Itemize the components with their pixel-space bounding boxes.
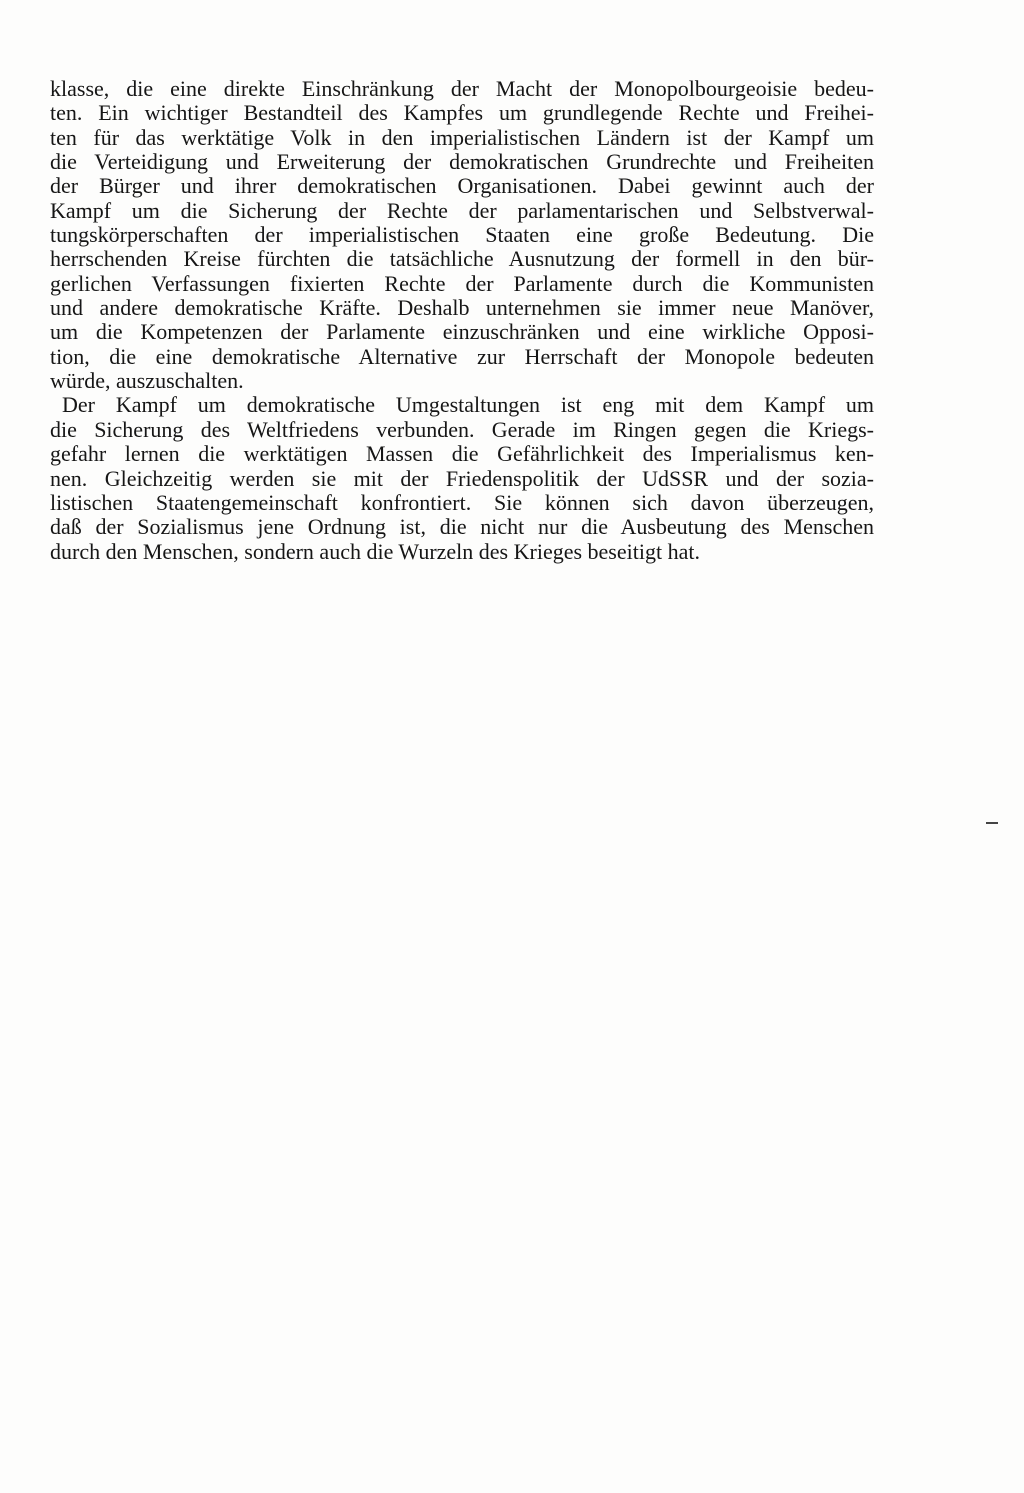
text-line: tion, die eine demokratische Alternative zur Herrschaft der Monopole bedeuten (50, 343, 874, 369)
text-line: und andere demokratische Kräfte. Deshalb unternehmen sie immer neue Manöver, (50, 295, 874, 321)
text-line: die Verteidigung und Erweiterung der demokratischen Grundrechte und Freiheiten (50, 149, 874, 175)
text-line: klasse, die eine direkte Einschränkung der Macht der Monopolbourgeoisie bedeu- (50, 76, 874, 101)
text-line: gefahr lernen die werktätigen Massen die Gefährlichkeit des Imperialismus ken- (50, 441, 874, 467)
text-line: gerlichen Verfassungen fixierten Rechte der Parlamente durch die Kommunisten (50, 270, 874, 296)
text-line: durch den Menschen, sondern auch die Wurzeln des Krieges beseitigt hat. (50, 538, 700, 564)
text-line: herrschenden Kreise fürchten die tatsächliche Ausnutzung der formell in den bür- (50, 246, 874, 272)
paragraph-1 (50, 77, 874, 393)
margin-dash-mark (986, 822, 998, 824)
paragraph-2 (50, 393, 874, 563)
text-line: listischen Staatengemeinschaft konfrontiert. Sie können sich davon überzeugen, (50, 489, 874, 515)
text-line: der Bürger und ihrer demokratischen Organisationen. Dabei gewinnt auch der (50, 173, 874, 199)
text-line: würde, auszuschalten. (50, 368, 244, 394)
text-line: daß der Sozialismus jene Ordnung ist, die nicht nur die Ausbeutung des Menschen (50, 514, 874, 540)
text-line: die Sicherung des Weltfriedens verbunden. Gerade im Ringen gegen die Kriegs- (50, 416, 874, 442)
text-line: tungskörperschaften der imperialistischen Staaten eine große Bedeutung. Die (50, 222, 874, 248)
text-line: ten für das werktätige Volk in den imperialistischen Ländern ist der Kampf um (50, 124, 874, 150)
body-text (50, 77, 874, 564)
text-line: nen. Gleichzeitig werden sie mit der Friedenspolitik der UdSSR und der sozia- (50, 465, 874, 491)
text-line: um die Kompetenzen der Parlamente einzuschränken und eine wirkliche Opposi- (50, 319, 874, 345)
text-line: Kampf um die Sicherung der Rechte der parlamentarischen und Selbstverwal- (50, 197, 874, 223)
text-line: Der Kampf um demokratische Umgestaltungen ist eng mit dem Kampf um (62, 392, 874, 418)
text-line: ten. Ein wichtiger Bestandteil des Kampfes um grundlegende Rechte und Freihei- (50, 100, 874, 126)
